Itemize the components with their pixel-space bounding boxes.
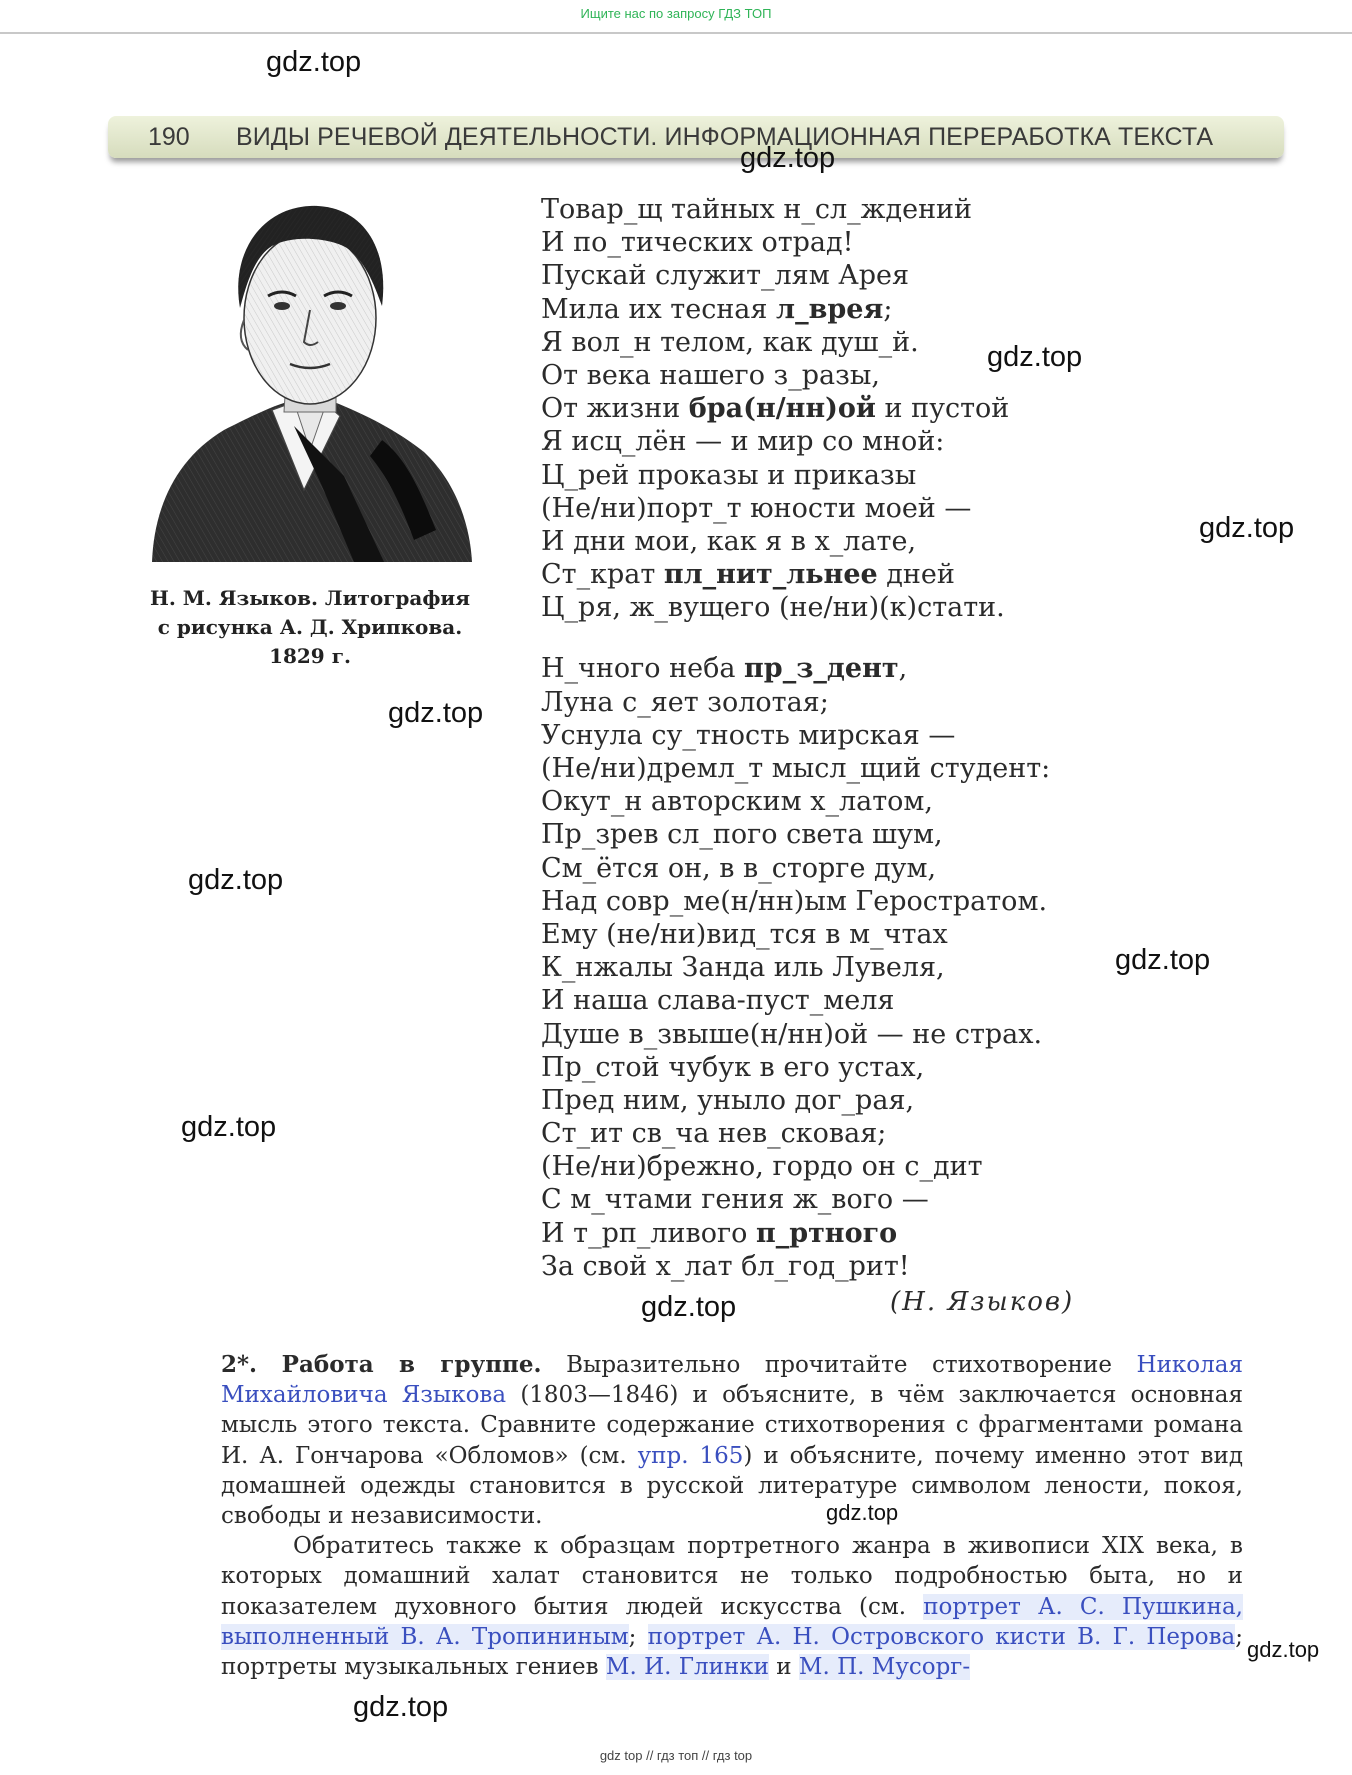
bold-word: пр_з_дент — [744, 653, 899, 685]
poem-line: См_ётся он, в в_сторге дум, — [541, 852, 937, 884]
watermark: gdz.top — [987, 341, 1083, 373]
poem — [541, 193, 1101, 1283]
poem-line: От века нашего з_разы, — [541, 359, 880, 391]
watermark: gdz.top — [266, 46, 362, 78]
poem-line: Уснула су_тность мирская — — [541, 719, 956, 751]
watermark: gdz.top — [353, 1691, 449, 1723]
watermark: gdz.top — [826, 1500, 899, 1525]
watermark: gdz.top — [181, 1111, 277, 1143]
poem-line: От жизни бра(н/нн)ой и пустой — [541, 393, 1010, 425]
poem-line: Пред ним, уныло дог_рая, — [541, 1084, 915, 1116]
page-number: 190 — [148, 123, 190, 151]
bold-word: л_врея — [776, 293, 884, 325]
poem-line: И т_рп_ливого п_ртного — [541, 1217, 898, 1249]
poem-line: Н_чного неба пр_з_дент, — [541, 653, 908, 685]
poem-line: Окут_н авторским х_латом, — [541, 786, 934, 818]
page-title: ВИДЫ РЕЧЕВОЙ ДЕЯТЕЛЬНОСТИ. ИНФОРМАЦИОННАЯ ПЕРЕРАБОТКА ТЕКСТА — [236, 123, 1214, 151]
watermark: gdz.top — [1115, 944, 1211, 976]
link-glinka-portrait[interactable]: М. И. Глинки — [605, 1654, 769, 1681]
poem-line: Ц_ря, ж_вущего (не/ни)(к)стати. — [541, 592, 1005, 624]
poem-line: Луна с_яет золотая; — [541, 686, 829, 718]
poem-line: Ст_ит св_ча нев_сковая; — [541, 1118, 887, 1150]
poem-line: Душе в_звыше(н/нн)ой — не страх. — [541, 1018, 1043, 1050]
poem-line: Над совр_ме(н/нн)ым Геростратом. — [541, 885, 1048, 917]
poem-line: (Не/ни)порт_т юности моей — — [541, 492, 972, 524]
poem-line: Пр_зрев сл_пого света шум, — [541, 819, 943, 851]
caption-line: Н. М. Языков. Литография — [149, 586, 471, 610]
poem-line: И наша слава-пуст_меля — [541, 985, 895, 1017]
watermark: gdz.top — [388, 697, 484, 729]
poem-line: Товар_щ тайных н_сл_ждений — [541, 194, 973, 225]
bold-word: пл_нит_льнее — [663, 559, 878, 591]
watermark: gdz.top — [641, 1291, 737, 1323]
exercise-number: 2*. — [221, 1351, 258, 1378]
exercise-block — [221, 1350, 1243, 1682]
link-ostrovsky-portrait[interactable]: портрет А. Н. Островского кисти В. Г. Перова — [647, 1623, 1236, 1650]
page-header — [108, 116, 1284, 158]
poem-line: Я вол_н телом, как душ_й. — [541, 326, 919, 358]
poem-line: Я исц_лён — и мир со мной: — [541, 426, 945, 458]
exercise-paragraph: Обратитесь также к образцам портретного жанра в живописи XIX века, в которых домашний халат становится не только подробностью быта, но и показателем духовного бытия людей искусства (см. портрет А. С. Пушкина, выполненный В. А. Тропининым; портрет А. Н. Островского кисти В. Г. Перова; портреты музыкальных гениев М. И. Глинки и М. П. Мусорг- — [221, 1533, 1244, 1681]
poem-author: (Н. Языков) — [890, 1287, 1075, 1317]
poem-line: (Не/ни)брежно, гордо он с_дит — [541, 1151, 983, 1183]
poem-line: Ц_рей проказы и приказы — [541, 459, 917, 491]
bold-word: п_ртного — [755, 1217, 898, 1249]
watermark: gdz.top — [188, 864, 284, 896]
link-pushkin-portrait[interactable]: портрет А. С. Пушкина, выполненный В. А. Тропининым — [221, 1593, 1243, 1650]
poem-line: Ему (не/ни)вид_тся в м_чтах — [541, 918, 948, 950]
watermark: gdz.top — [1199, 512, 1295, 544]
portrait-caption — [140, 584, 480, 671]
exercise-heading: Работа в группе. — [281, 1351, 542, 1378]
top-banner-text: Ищите нас по запросу ГДЗ ТОП — [580, 6, 772, 21]
poem-line: Ст_крат пл_нит_льнее дней — [541, 559, 955, 591]
poem-line: К_нжалы Занда иль Лувеля, — [541, 952, 945, 984]
bottom-bar: gdz top // гдз топ // гдз top — [599, 1748, 753, 1763]
caption-line: с рисунка А. Д. Хрипкова. — [157, 615, 463, 639]
link-exercise-165[interactable]: упр. 165 — [637, 1442, 744, 1469]
caption-line: 1829 г. — [269, 644, 351, 668]
bold-word: бра(н/нн)ой — [688, 393, 876, 425]
portrait-lithograph — [144, 190, 476, 568]
watermark: gdz.top — [740, 142, 836, 174]
poem-line: (Не/ни)дремл_т мысл_щий студент: — [541, 753, 1051, 784]
poem-line: Мила их тесная л_врея; — [541, 293, 893, 325]
watermark: gdz.top — [1247, 1637, 1320, 1662]
top-banner-bar — [0, 0, 1352, 34]
link-yazykov[interactable]: Николая Михайловича Языкова — [221, 1352, 1243, 1409]
poem-line: Пускай служит_лям Арея — [541, 260, 910, 292]
poem-line: С м_чтами гения ж_вого — — [541, 1184, 929, 1216]
poem-line: И по_тических отрад! — [541, 227, 854, 259]
exercise-paragraph: 2*. Работа в группе. Выразительно прочитайте стихотворение Николая Михайловича Языкова (1803—1846) и объясните, в чём заключается основная мысль этого текста. Сравните содержание стихотворения с фрагментами романа И. А. Гончарова «Обломов» (см. упр. 165) и объясните, почему именно этот вид домашней одежды становится в русской литературе символом лености, покоя, свободы и независимости. — [221, 1351, 1243, 1530]
poem-line: За свой х_лат бл_год_рит! — [541, 1250, 910, 1282]
link-mussorgsky-portrait[interactable]: М. П. Мусорг- — [798, 1654, 971, 1681]
poem-line: И дни мои, как я в х_лате, — [541, 525, 917, 557]
poem-line: Пр_стой чубук в его устах, — [541, 1051, 925, 1083]
